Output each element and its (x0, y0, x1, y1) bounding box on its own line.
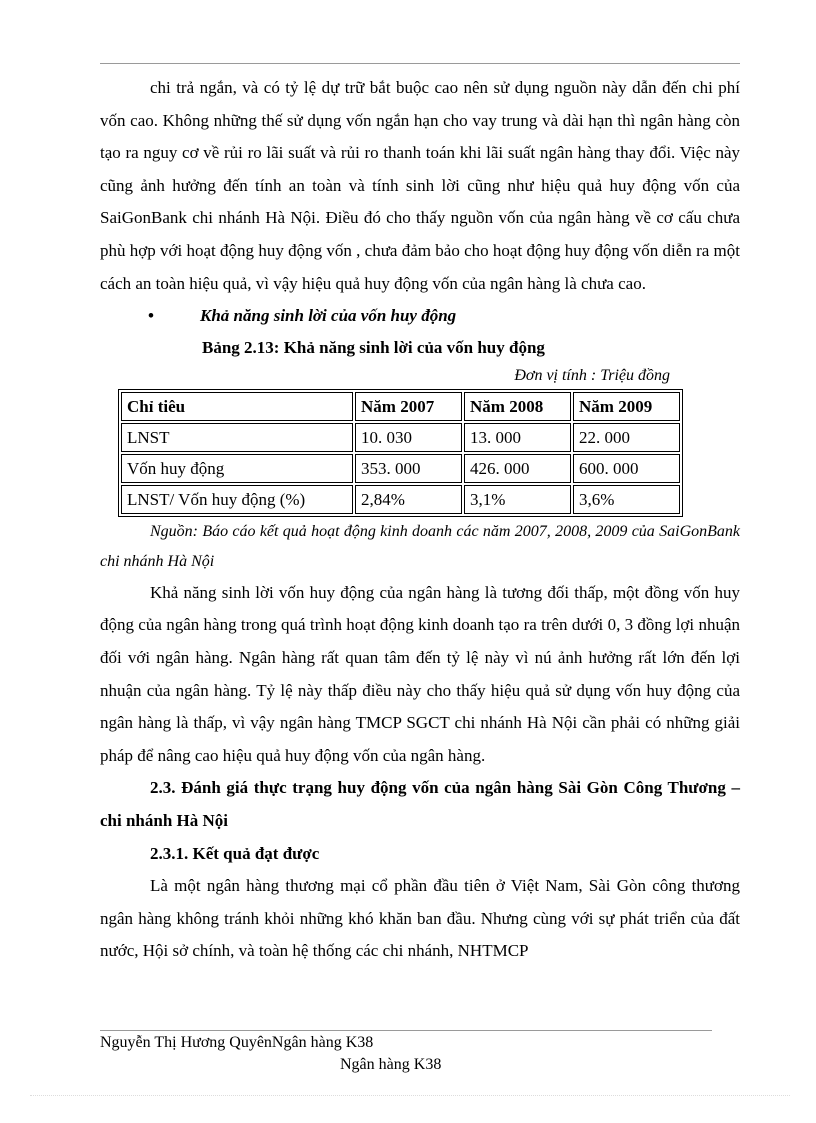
header-cell: Năm 2009 (573, 392, 680, 421)
table-row (121, 454, 680, 483)
footer-class: Ngân hàng K38 (340, 1056, 442, 1073)
table-cell: 600. 000 (573, 454, 680, 483)
table-cell: 2,84% (355, 485, 462, 514)
table-cell: 10. 030 (355, 423, 462, 452)
table-cell: 426. 000 (464, 454, 571, 483)
bullet-text: Khả năng sinh lời của vốn huy động (200, 306, 457, 326)
footer-rule (100, 1030, 712, 1031)
page-boundary (30, 1095, 790, 1096)
page-footer (100, 1032, 441, 1076)
profitability-table (118, 389, 683, 517)
table-cell: 22. 000 (573, 423, 680, 452)
table-cell: LNST/ Vốn huy động (%) (121, 485, 353, 514)
section-heading: 2.3. Đánh giá thực trạng huy động vốn của ngân hàng Sài Gòn Công Thương – chi nhánh Hà Nội (100, 778, 740, 830)
header-cell: Năm 2007 (355, 392, 462, 421)
table-cell: LNST (121, 423, 353, 452)
paragraph-intro: chi trả ngắn, và có tỷ lệ dự trữ bắt buộc cao nên sử dụng nguồn này dẫn đến chi phí vốn cao. Không những thế sử dụng vốn ngắn hạn cho vay trung và dài hạn thì ngân hàng còn tạo ra nguy cơ về rủi ro lãi suất và rủi ro thanh toán khi lãi suất ngân hàng thay đổi. Việc này cũng ảnh hưởng đến tính an toàn và tính sinh lời cũng như hiệu quả huy động vốn của SaiGonBank chi nhánh Hà Nội. Điều đó cho thấy nguồn vốn của ngân hàng về cơ cấu chưa phù hợp với hoạt động huy động vốn , chưa đảm bảo cho hoạt động huy động vốn diễn ra một cách an toàn hiệu quả, vì vậy hiệu quả huy động vốn của ngân hàng là chưa cao. (100, 78, 740, 293)
header-cell: Năm 2008 (464, 392, 571, 421)
table-cell: Vốn huy động (121, 454, 353, 483)
header-rule (100, 63, 740, 64)
paragraph-analysis: Khả năng sinh lời vốn huy động của ngân hàng là tương đối thấp, một đồng vốn huy động của ngân hàng trong quá trình hoạt động kinh doanh tạo ra trên dưới 0, 3 đồng lợi nhuận đối với ngân hàng. Ngân hàng rất quan tâm đến tỷ lệ này vì nú ảnh hưởng rất lớn đến lợi nhuận của ngân hàng. Tỷ lệ này thấp điều này cho thấy hiệu quả sử dụng vốn huy động của ngân hàng là thấp, vì vậy ngân hàng TMCP SGCT chi nhánh Hà Nội cần phải có những giải pháp để nâng cao hiệu quả huy động vốn của ngân hàng. (100, 582, 740, 765)
table-cell: 353. 000 (355, 454, 462, 483)
subsection-heading: 2.3.1. Kết quả đạt được (150, 843, 320, 863)
table-source: Nguồn: Báo cáo kết quả hoạt động kinh doanh các năm 2007, 2008, 2009 của SaiGonBank chi nhánh Hà Nội (100, 522, 740, 570)
table-unit: Đơn vị tính : Triệu đồng (514, 366, 670, 384)
table-cell: 3,1% (464, 485, 571, 514)
table-title: Bảng 2.13: Khả năng sinh lời của vốn huy động (202, 337, 545, 357)
header-cell: Chỉ tiêu (121, 392, 353, 421)
footer-author: Nguyễn Thị Hương QuyênNgân hàng K38 (100, 1034, 374, 1051)
table-cell: 13. 000 (464, 423, 571, 452)
bullet-item (100, 300, 740, 333)
table-header-row (121, 392, 680, 421)
page-body (100, 72, 740, 968)
table-cell: 3,6% (573, 485, 680, 514)
paragraph-results: Là một ngân hàng thương mại cổ phần đầu tiên ở Việt Nam, Sài Gòn công thương ngân hàng không tránh khỏi những khó khăn ban đầu. Nhưng cùng với sự phát triển của đất nước, Hội sở chính, và toàn hệ thống các chi nhánh, NHTMCP (100, 876, 740, 961)
bullet-icon: • (148, 306, 154, 326)
table-row (121, 485, 680, 514)
table-row (121, 423, 680, 452)
